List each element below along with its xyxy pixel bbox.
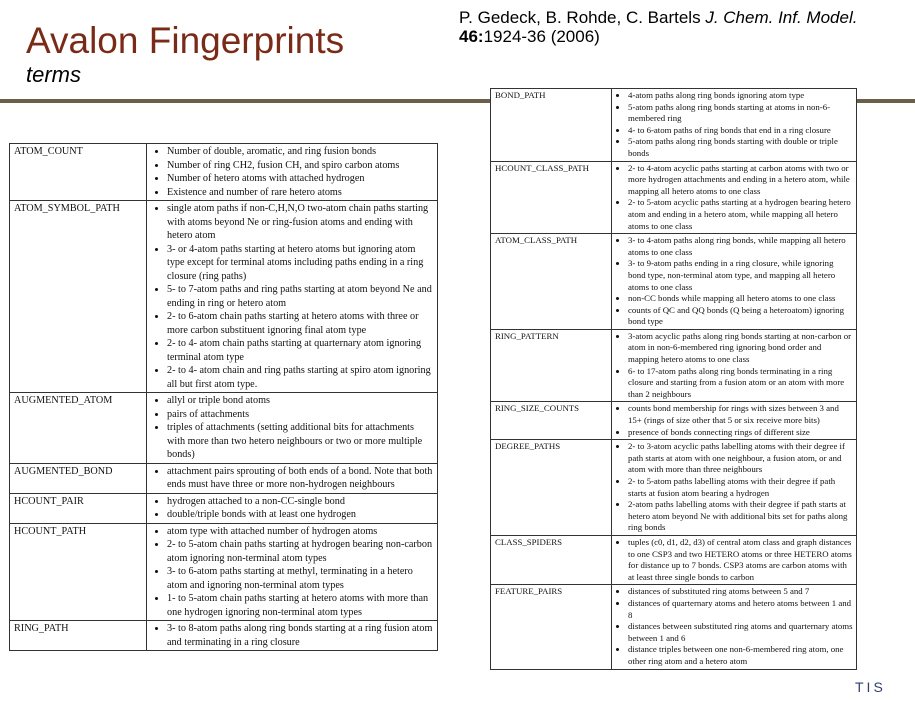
- logo-fragment: TIS: [855, 679, 886, 695]
- term-bullet: • distances of quarternary atoms and hetero atoms between 1 and 8: [628, 598, 853, 621]
- citation-authors: P. Gedeck, B. Rohde, C. Bartels: [459, 8, 701, 27]
- term-name: RING_PATTERN: [491, 329, 612, 402]
- term-bullet: • 5-atom paths along ring bonds starting at atoms in non-6-membered ring: [628, 102, 853, 125]
- term-bullet: • 3- or 4-atom paths starting at hetero atoms but ignoring atom type except for terminal atoms including paths ending in a ring closure (ring paths): [167, 243, 434, 284]
- fingerprint-terms-table-left: [9, 143, 438, 651]
- term-bullet: • 6- to 17-atom paths along ring bonds terminating in a ring closure and starting from a fusion atom or an atom with more than 2 neighbours: [628, 366, 853, 401]
- term-bullet: • Number of double, aromatic, and ring fusion bonds: [167, 145, 434, 159]
- term-bullet: • counts bond membership for rings with sizes between 3 and 15+ (rings of size other that 5 or six receive more bits): [628, 403, 853, 426]
- term-row: [491, 535, 857, 584]
- term-row: [491, 402, 857, 440]
- term-row: [491, 89, 857, 162]
- term-bullet-list: [616, 537, 853, 583]
- term-name: BOND_PATH: [491, 89, 612, 162]
- term-row: [10, 201, 438, 393]
- term-bullet-list: [616, 441, 853, 534]
- term-bullet: • double/triple bonds with at least one hydrogen: [167, 508, 434, 522]
- term-row: [10, 144, 438, 201]
- term-bullet: • 4- to 6-atom paths of ring bonds that end in a ring closure: [628, 125, 853, 137]
- term-bullet: • distances between substituted ring atoms and quarternary atoms between 1 and 6: [628, 621, 853, 644]
- term-bullet: • 2- to 4- atom chain paths starting at quarternary atom ignoring terminal atom type: [167, 337, 434, 364]
- term-bullet-list: [616, 403, 853, 438]
- term-name: ATOM_SYMBOL_PATH: [10, 201, 147, 393]
- term-bullet: • 2- to 3-atom acyclic paths labelling atoms with their degree if path starts at atom with one neighbour, a fusion atom, or and atom with more than three neighbours: [628, 441, 853, 476]
- term-name: RING_PATH: [10, 621, 147, 651]
- term-description: [612, 161, 857, 234]
- term-bullet: • 2- to 5-atom chain paths starting at hydrogen bearing non-carbon atom ignoring non-terminal atom types: [167, 538, 434, 565]
- term-name: ATOM_CLASS_PATH: [491, 234, 612, 330]
- term-row: [491, 440, 857, 536]
- term-name: FEATURE_PAIRS: [491, 585, 612, 669]
- term-bullet: • 4-atom paths along ring bonds ignoring atom type: [628, 90, 853, 102]
- header-divider-left: [0, 99, 490, 103]
- term-row: [10, 463, 438, 493]
- term-bullet: • 2- to 6-atom chain paths starting at hetero atoms with three or more carbon substituent ignoring final atom type: [167, 310, 434, 337]
- term-bullet-list: [616, 235, 853, 328]
- term-bullet: • 2- to 5-atom paths labelling atoms with their degree if path starts at fusion atom bearing a hydrogen: [628, 476, 853, 499]
- term-description: [147, 201, 438, 393]
- term-description: [612, 440, 857, 536]
- term-name: ATOM_COUNT: [10, 144, 147, 201]
- citation-volume: 46:: [459, 27, 484, 46]
- term-bullet: • hydrogen attached to a non-CC-single bond: [167, 495, 434, 509]
- term-name: AUGMENTED_BOND: [10, 463, 147, 493]
- term-description: [612, 535, 857, 584]
- term-bullet: • 5-atom paths along ring bonds starting with double or triple bonds: [628, 136, 853, 159]
- term-bullet: • 3- to 6-atom paths starting at methyl, terminating in a hetero atom and ignoring non-terminal atom types: [167, 565, 434, 592]
- right-table-body: [491, 89, 857, 670]
- term-name: HCOUNT_CLASS_PATH: [491, 161, 612, 234]
- citation-pages: 1924-36 (2006): [483, 27, 600, 46]
- term-name: HCOUNT_PATH: [10, 523, 147, 621]
- term-name: RING_SIZE_COUNTS: [491, 402, 612, 440]
- term-name: AUGMENTED_ATOM: [10, 393, 147, 464]
- term-bullet: • 3- to 9-atom paths ending in a ring closure, while ignoring bond type, non-terminal atom type, and mapping all hetero atoms to one class: [628, 258, 853, 293]
- term-description: [612, 329, 857, 402]
- term-bullet-list: [151, 495, 434, 522]
- term-bullet-list: [616, 90, 853, 160]
- term-description: [612, 585, 857, 669]
- term-row: [10, 493, 438, 523]
- term-bullet: • tuples (c0, d1, d2, d3) of central atom class and graph distances to one CSP3 and two HETERO atoms or three HETERO atoms for distance up to 7 bonds. CSP3 atoms are carbon atoms with at least three single bonds to carbon: [628, 537, 853, 583]
- term-bullet-list: [151, 525, 434, 620]
- term-bullet: • counts of QC and QQ bonds (Q being a heteroatom) ignoring bond type: [628, 305, 853, 328]
- term-row: [491, 234, 857, 330]
- term-row: [10, 523, 438, 621]
- term-row: [10, 621, 438, 651]
- term-bullet: • 2- to 5-atom acyclic paths starting at a hydrogen bearing hetero atom and ending in a hetero atom, while mapping all hetero atoms to one class: [628, 197, 853, 232]
- term-bullet: • allyl or triple bond atoms: [167, 394, 434, 408]
- term-description: [147, 493, 438, 523]
- citation-journal: J. Chem. Inf. Model.: [705, 8, 858, 27]
- term-bullet-list: [151, 202, 434, 391]
- term-description: [147, 523, 438, 621]
- term-bullet-list: [151, 622, 434, 649]
- term-bullet: • presence of bonds connecting rings of different size: [628, 427, 853, 439]
- term-description: [612, 89, 857, 162]
- term-name: CLASS_SPIDERS: [491, 535, 612, 584]
- term-description: [147, 463, 438, 493]
- term-bullet: • 1- to 5-atom chain paths starting at hetero atoms with more than one hydrogen ignoring non-terminal atom types: [167, 592, 434, 619]
- term-bullet-list: [616, 163, 853, 233]
- citation: [459, 8, 915, 46]
- term-name: HCOUNT_PAIR: [10, 493, 147, 523]
- slide-subtitle: terms: [26, 62, 81, 87]
- term-bullet: • 5- to 7-atom paths and ring paths starting at atom beyond Ne and ending in ring or hetero atom: [167, 283, 434, 310]
- term-bullet: • 2-atom paths labelling atoms with their degree if path starts at hetero atom beyond Ne with additional bits set for paths along ring bonds: [628, 499, 853, 534]
- term-bullet-list: [616, 331, 853, 401]
- fingerprint-terms-table-right: [490, 88, 857, 670]
- term-bullet: • 3- to 8-atom paths along ring bonds starting at a ring fusion atom and terminating in a ring closure: [167, 622, 434, 649]
- term-bullet: • triples of attachments (setting additional bits for attachments with more than two hetero neighbours or two or more multiple bonds): [167, 421, 434, 462]
- left-table-body: [10, 144, 438, 651]
- term-bullet: • Number of ring CH2, fusion CH, and spiro carbon atoms: [167, 159, 434, 173]
- term-row: [10, 393, 438, 464]
- term-bullet: • distances of substituted ring atoms between 5 and 7: [628, 586, 853, 598]
- term-row: [491, 329, 857, 402]
- term-bullet-list: [151, 394, 434, 462]
- term-bullet: • 2- to 4-atom acyclic paths starting at carbon atoms with two or more hydrogen attachments and ending in a hetero atom, while mapping all hetero atoms to one class: [628, 163, 853, 198]
- term-description: [147, 621, 438, 651]
- term-description: [612, 234, 857, 330]
- term-bullet-list: [616, 586, 853, 667]
- term-bullet: • Number of hetero atoms with attached hydrogen: [167, 172, 434, 186]
- term-bullet: • non-CC bonds while mapping all hetero atoms to one class: [628, 293, 853, 305]
- term-bullet: • atom type with attached number of hydrogen atoms: [167, 525, 434, 539]
- slide-title: Avalon Fingerprints: [26, 20, 345, 61]
- term-bullet-list: [151, 145, 434, 199]
- term-description: [147, 144, 438, 201]
- header-divider-right: [857, 99, 915, 103]
- term-bullet: • 3-atom acyclic paths along ring bonds starting at non-carbon or atom in non-6-membered ring ignoring bond order and mapping hetero atoms to one class: [628, 331, 853, 366]
- term-bullet: • attachment pairs sprouting of both ends of a bond. Note that both ends must have three or more non-hydrogen neighbours: [167, 465, 434, 492]
- term-bullet: • 2- to 4- atom chain and ring paths starting at spiro atom ignoring all but first atom type.: [167, 364, 434, 391]
- term-bullet: • Existence and number of rare hetero atoms: [167, 186, 434, 200]
- term-description: [612, 402, 857, 440]
- term-row: [491, 585, 857, 669]
- term-bullet: • distance triples between one non-6-membered ring atom, one other ring atom and a hetero atom: [628, 644, 853, 667]
- term-row: [491, 161, 857, 234]
- term-bullet-list: [151, 465, 434, 492]
- term-bullet: • 3- to 4-atom paths along ring bonds, while mapping all hetero atoms to one class: [628, 235, 853, 258]
- term-name: DEGREE_PATHS: [491, 440, 612, 536]
- term-description: [147, 393, 438, 464]
- term-bullet: • single atom paths if non-C,H,N,O two-atom chain paths starting with atoms beyond Ne or ring-fusion atoms and ending with hetero atom: [167, 202, 434, 243]
- term-bullet: • pairs of attachments: [167, 408, 434, 422]
